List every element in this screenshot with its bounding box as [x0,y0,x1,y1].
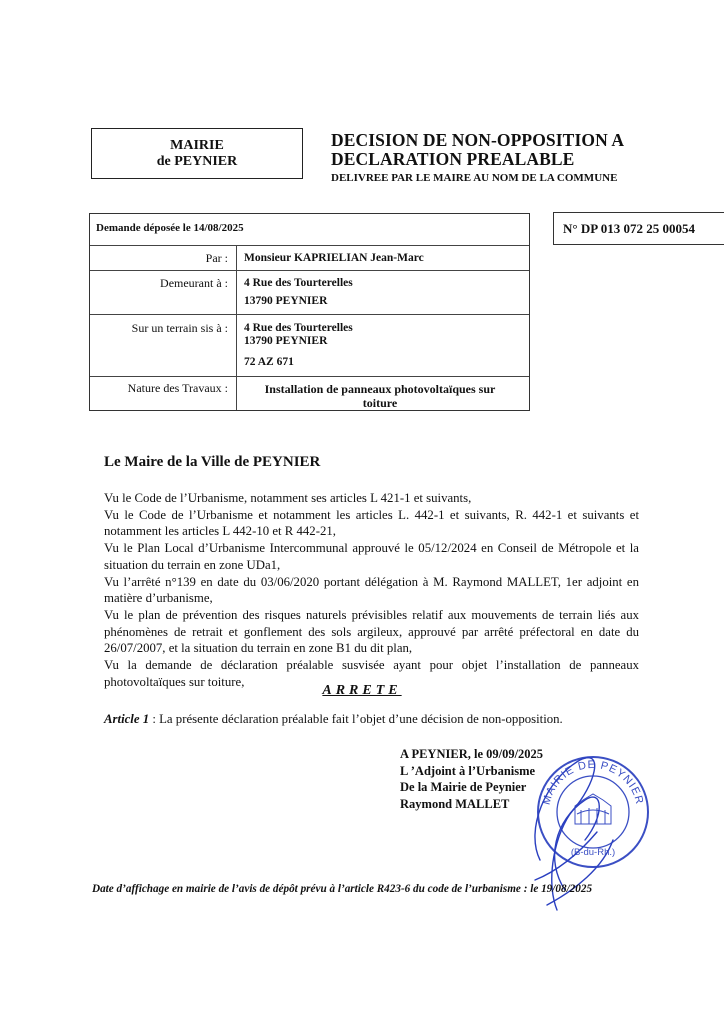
article-label: Article 1 [104,712,150,726]
title-subtitle: DELIVREE PAR LE MAIRE AU NOM DE LA COMMUNE [331,172,618,184]
vu-list [104,490,639,690]
nature-value [250,382,510,410]
maire-heading: Le Maire de la Ville de PEYNIER [104,454,321,470]
document-title [331,131,661,185]
mairie-box [91,128,303,179]
vu-item: Vu l’arrêté n°139 en date du 03/06/2020 portant délégation à M. Raymond MALLET, 1er adjoint en matière d’urbanisme, [104,574,639,606]
nature-line1: Installation de panneaux photovoltaïques sur [264,382,496,396]
par-value: Monsieur KAPRIELIAN Jean-Marc [244,252,424,264]
article-1 [104,712,563,727]
deposit-date: Demande déposée le 14/08/2025 [96,222,244,234]
par-row [90,246,529,271]
nature-label: Nature des Travaux : [127,381,228,395]
demeurant-line2: 13790 PEYNIER [244,295,328,307]
deposit-row [90,214,529,246]
vu-item: Vu le Code de l’Urbanisme et notamment les articles L. 442-1 et suivants, R. 442-1 et suivants et notamment les articles L 442-10 et R 442-21, [104,507,639,539]
dossier-number: N° DP 013 072 25 00054 [563,220,695,236]
vu-item: Vu le Plan Local d’Urbanisme Intercommunal approuvé le 05/12/2024 en Conseil de Métropole et la situation du terrain en zone UDa1, [104,541,639,572]
terrain-line2: 13790 PEYNIER [244,335,328,347]
nature-line2: toiture [362,396,398,410]
mairie-line1: MAIRIE [170,137,224,153]
stamp-top-text: MAIRIE DE PEYNIER [540,758,646,807]
vu-item: Vu le Code de l’Urbanisme, notamment ses articles L 421-1 et suivants, [104,491,472,505]
dossier-number-box [553,212,724,245]
vu-item: Vu le plan de prévention des risques naturels prévisibles relatif aux mouvements de terrain liés aux phénomènes de retrait et gonflement des sols argileux, approuvé par arrêté préfectoral en date du 26/07/2007, et la situation du terrain en zone B1 du dit plan, [104,607,639,656]
mairie-line2: de PEYNIER [156,153,238,169]
terrain-parcel: 72 AZ 671 [244,356,294,368]
signature-line1: A PEYNIER, le 09/09/2025 [400,747,544,761]
article-text: : La présente déclaration préalable fait l’objet d’une décision de non-opposition. [149,712,563,726]
signature-line3: De la Mairie de Peynier [400,780,527,794]
signature-line4: Raymond MALLET [400,796,510,811]
demeurant-label: Demeurant à : [160,276,228,290]
signature-line2: L ’Adjoint à l’Urbanisme [400,763,536,778]
par-label: Par : [205,251,228,265]
terrain-row [90,315,529,377]
stamp-bottom-text: (B-du-Rh.) [570,847,616,858]
terrain-label: Sur un terrain sis à : [131,321,228,335]
nature-row [90,377,529,411]
request-table [89,213,530,411]
arrete-text: ARRETE [322,683,402,698]
demeurant-row [90,271,529,315]
demeurant-line1: 4 Rue des Tourterelles [244,277,353,289]
vu-item: Vu la demande de déclaration préalable susvisée ayant pour objet l’installation de panneaux photovoltaïques sur toiture, [104,658,639,689]
arrete-heading [0,683,724,699]
title-line1: DECISION DE NON-OPPOSITION A [331,130,625,150]
title-line2: DECLARATION PREALABLE [331,149,575,169]
affichage-note: Date d’affichage en mairie de l’avis de dépôt prévu à l’article R423-6 du code de l’urbanisme : le 19/08/2025 [92,883,593,895]
terrain-line1: 4 Rue des Tourterelles [244,322,353,334]
